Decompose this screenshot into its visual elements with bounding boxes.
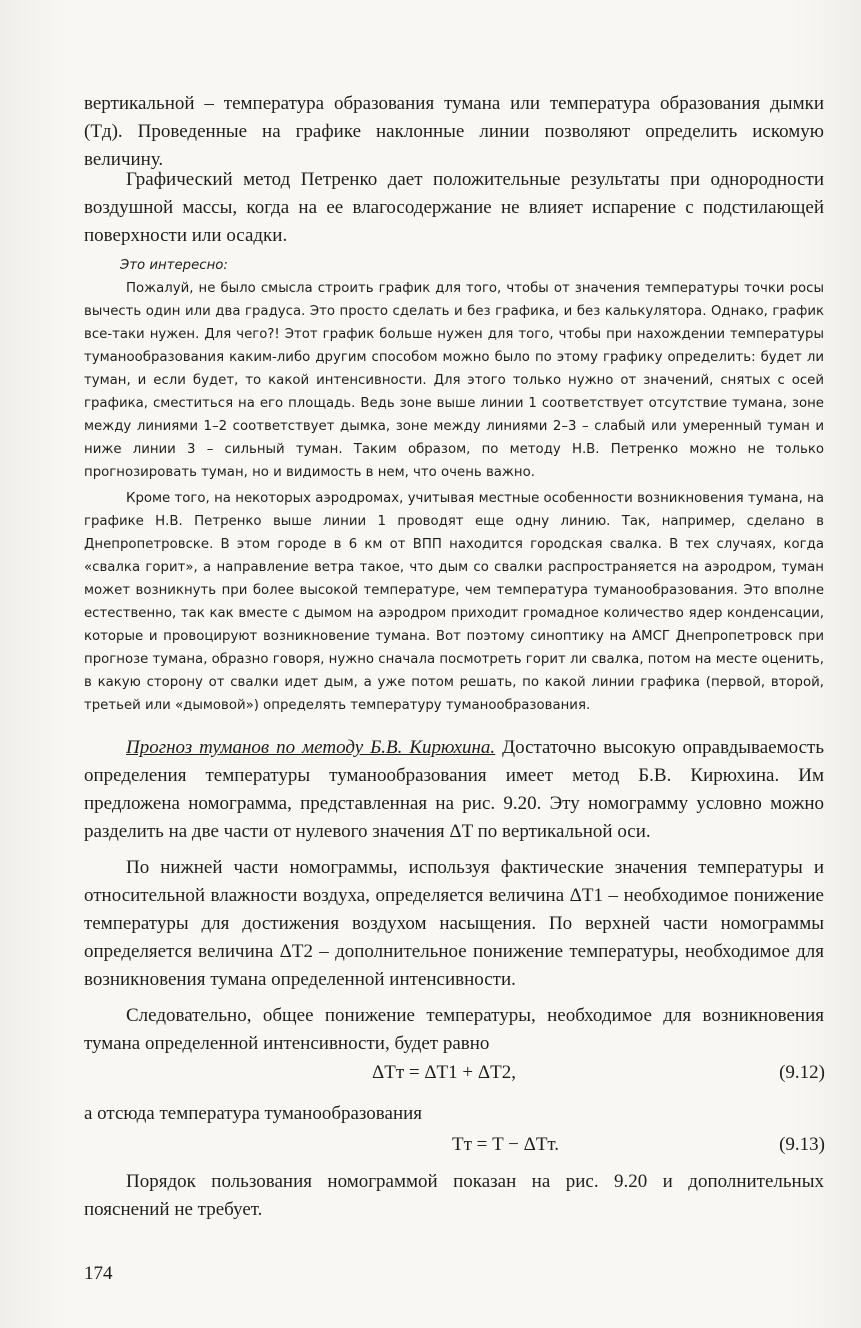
box-heading: Это интересно: [120, 258, 228, 273]
equation-9-12: ΔTт = ΔT1 + ΔT2, [372, 1062, 516, 1083]
paragraph-total-lowering: Следовательно, общее понижение температуры, необходимое для возникновения тумана определенной интенсивности, будет равно [84, 1005, 824, 1054]
page-number: 174 [84, 1263, 113, 1284]
paragraph-continuation: вертикальной – температура образования тумана или температура образования дымки (Tд). Проведенные на графике наклонные линии позволяют определить искомую величину. [84, 93, 824, 170]
paragraph-kiryukhin-method [84, 734, 824, 846]
box-paragraph-2: Кроме того, на некоторых аэродромах, учитывая местные особенности возникновения тумана, на графике Н.В. Петренко выше линии 1 проводят еще одну линию. Так, например, сделано в Днепропетровске. В этом городе в 6 км от ВПП находится городская свалка. В тех случаях, когда «свалка горит», а направление ветра такое, что дым со свалки распространяется на аэродром, туман может возникнуть при более высокой температуре, чем температура туманообразования. Это вполне естественно, так как вместе с дымом на аэродром приходит громадное количество ядер конденсации, которые и провоцируют возникновение тумана. Вот поэтому синоптику на АМСГ Днепропетровск при прогнозе тумана, образно говоря, нужно сначала посмотреть горит ли свалка, потом на месте оценить, в какую сторону от свалки идет дым, а уже потом решать, по какой линии графика (первой, второй, третьей или «дымовой») определять температуру туманообразования. [84, 491, 824, 713]
section-title-kiryukhin: Прогноз туманов по методу Б.В. Кирюхина. [126, 737, 496, 758]
paragraph-petrenko-method: Графический метод Петренко дает положительные результаты при однородности воздушной массы, когда на ее влагосодержание не влияет испарение с подстилающей поверхности или осадки. [84, 169, 824, 246]
paragraph-nomogram-parts: По нижней части номограммы, используя фактические значения температуры и относительной влажности воздуха, определяется величина ΔT1 – необходимое понижение температуры для достижения воздухом насыщения. По верхней части номограммы определяется величина ΔT2 – дополнительное понижение температуры, необходимое для возникновения тумана определенной интенсивности. [84, 857, 824, 990]
equation-9-13: Tт = T − ΔTт. [452, 1134, 560, 1155]
paragraph-fog-temperature: а отсюда температура туманообразования [84, 1103, 423, 1124]
equation-number-9-12: (9.12) [779, 1062, 825, 1083]
box-paragraph-1: Пожалуй, не было смысла строить график для того, чтобы от значения температуры точки росы вычесть один или два градуса. Это просто сделать и без графика, и без калькулятора. Однако, график все-таки нужен. Для чего?! Этот график больше нужен для того, чтобы при нахождении температуры туманообразования каким-либо другим способом можно было по этому графику определить: будет ли туман, и если будет, то какой интенсивности. Для этого только нужно от значений, снятых с осей графика, сместиться на его площадь. Ведь зоне выше линии 1 соответствует отсутствие тумана, зоне между линиями 1–2 соответствует дымка, зоне между линиями 2–3 – слабый или умеренный туман и ниже линии 3 – сильный туман. Таким образом, по методу Н.В. Петренко можно не только прогнозировать туман, но и видимость в нем, что очень важно. [84, 281, 824, 480]
paragraph-usage: Порядок пользования номограммой показан на рис. 9.20 и дополнительных пояснений не требует. [84, 1171, 824, 1220]
equation-number-9-13: (9.13) [779, 1134, 825, 1155]
kiryukhin-body: Достаточно высокую оправдываемость определения температуры туманообразования имеет метод Б.В. Кирюхина. Им предложена номограмма, представленная на рис. 9.20. Эту номограмму условно можно разделить на две части от нулевого значения ΔT по вертикальной оси. [84, 737, 824, 842]
